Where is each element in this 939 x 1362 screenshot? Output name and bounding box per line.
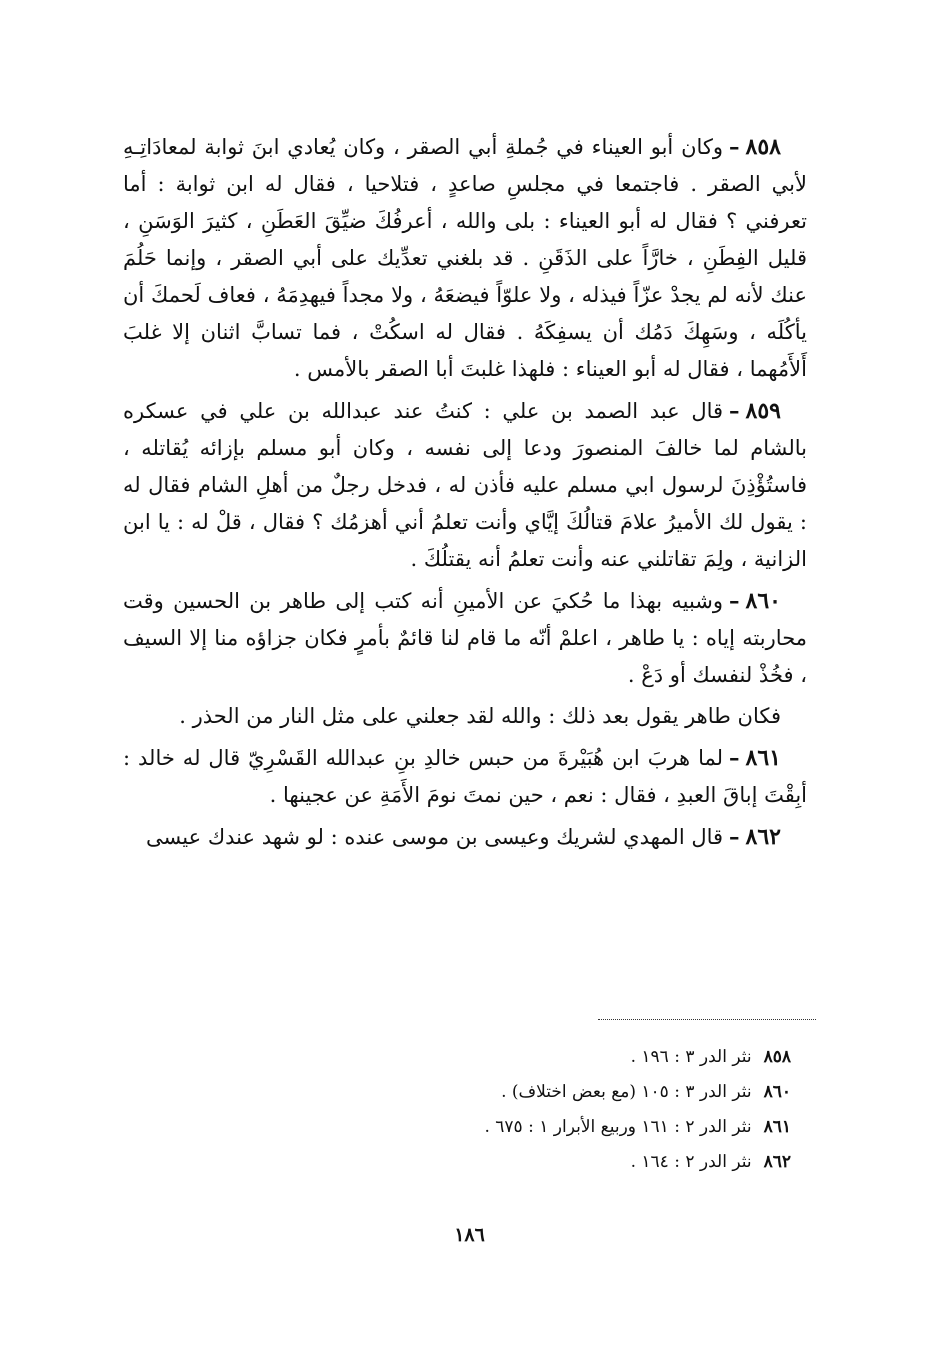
entry-number: ٨٦١ xyxy=(745,745,781,771)
paragraph-text: قال المهدي لشريك وعيسى بن موسى عنده : لو شهد عندك عيسى xyxy=(146,825,724,849)
entry-dash: – xyxy=(729,824,740,849)
footnotes xyxy=(271,1040,791,1180)
paragraph-text: وشبيه بهذا ما حُكيَ عن الأمينِ أنه كتب إلى طاهر بن الحسين وقت محاربته إياه : يا طاهر ، اعلمْ أنّه ما قام لنا قائمٌ بأمرٍ فكان جزاؤه منا إلا السيف ، فخُذْ لنفسك أو دَعْ . xyxy=(123,589,807,687)
footnote-861 xyxy=(271,1110,791,1145)
footnote-text: نثر الدر ٣ : ١٠٥ (مع بعض اختلاف) . xyxy=(501,1082,752,1102)
footnote-number: ٨٥٨ xyxy=(763,1047,791,1067)
paragraph-862 xyxy=(123,818,807,856)
footnote-separator xyxy=(598,1019,816,1020)
footnote-862 xyxy=(271,1145,791,1180)
entry-number: ٨٦٠ xyxy=(745,588,781,614)
page-number: ١٨٦ xyxy=(454,1224,485,1246)
entry-dash: – xyxy=(729,398,740,423)
footnote-text: نثر الدر ٢ : ١٦٤ . xyxy=(630,1152,752,1172)
footnote-number: ٨٦٠ xyxy=(763,1082,791,1102)
entry-number: ٨٥٩ xyxy=(745,398,781,424)
paragraph-859 xyxy=(123,392,807,578)
entry-dash: – xyxy=(729,588,740,613)
paragraph-text: وكان أبو العيناء في جُملةِ أبي الصقر ، وكان يُعادي ابنَ ثوابة لمعادَاتِـهِ لأبي الصقر . فاجتمعا في مجلسِ صاعدٍ ، فتلاحيا ، فقال له ابن ثوابة : أما تعرفني ؟ فقال له أبو العيناء : بلى والله ، أعرفُكَ ضيِّقَ العَطَنِ ، كثيرَ الوَسَنِ ، قليل الفِطَنِ ، خارَّاً على الذَقَنِ . قد بلغني تعدِّيك على أبي الصقر ، وإنما حَلُمَ عنك لأنه لم يجدْ عزّاً فيذله ، ولا علوّاً فيضعَهُ ، ولا مجداً فيهدِمَهُ ، فعاف لَحمكَ أن يأكُلَه ، وسَهِكَ دَمُك أن يسفِكَهُ . فقال له اسكُتْ ، فما تسابَّ اثنان إلا غلبَ أَلأَمُهما ، فقال له أبو العيناء : فلهذا غلبتَ أبا الصقر بالأمس . xyxy=(123,135,807,381)
footnote-text: نثر الدر ٣ : ١٩٦ . xyxy=(630,1047,752,1067)
paragraph-860-continued xyxy=(123,698,807,735)
paragraph-text: قال عبد الصمد بن علي : كنتُ عند عبدالله بن علي في عسكره بالشام لما خالفَ المنصورَ ودعا إلى نفسه ، وكان أبو مسلم بإزائه يُقاتله ، فاستُؤْذِنَ لرسول ابي مسلم عليه فأذن له ، فدخل رجلٌ من أهلِ الشام فقال له : يقول لك الأميرُ علامَ قتالُكَ إيَّاي وأنت تعلمُ أني أهزمُك ؟ فقال ، قلْ له : يا ابن الزانية ، ولِمَ تقاتلني عنه وأنت تعلمُ أنه يقتلُكَ . xyxy=(123,399,807,571)
paragraph-861 xyxy=(123,739,807,814)
paragraph-text: فكان طاهر يقول بعد ذلك : والله لقد جعلني على مثل النار من الحذر . xyxy=(179,704,781,728)
entry-number: ٨٦٢ xyxy=(745,824,781,850)
paragraph-860 xyxy=(123,582,807,694)
footnote-858 xyxy=(271,1040,791,1075)
footnote-text: نثر الدر ٢ : ١٦١ وربيع الأبرار ١ : ٦٧٥ . xyxy=(484,1117,752,1137)
footnote-number: ٨٦١ xyxy=(763,1117,791,1137)
entry-dash: – xyxy=(729,134,740,159)
paragraph-text: لما هربَ ابن هُبَيْرةَ من حبس خالدِ بنِ عبدالله القَسْرِيّ قال له خالد : أبِقْتَ إباقَ العبدِ ، فقال : نعم ، حين نمتَ نومَ الأَمَةِ عن عجينها . xyxy=(123,746,807,807)
footnote-number: ٨٦٢ xyxy=(763,1152,791,1172)
entry-dash: – xyxy=(729,745,740,770)
main-text xyxy=(123,128,807,860)
paragraph-858 xyxy=(123,128,807,388)
entry-number: ٨٥٨ xyxy=(745,134,781,160)
footnote-860 xyxy=(271,1075,791,1110)
